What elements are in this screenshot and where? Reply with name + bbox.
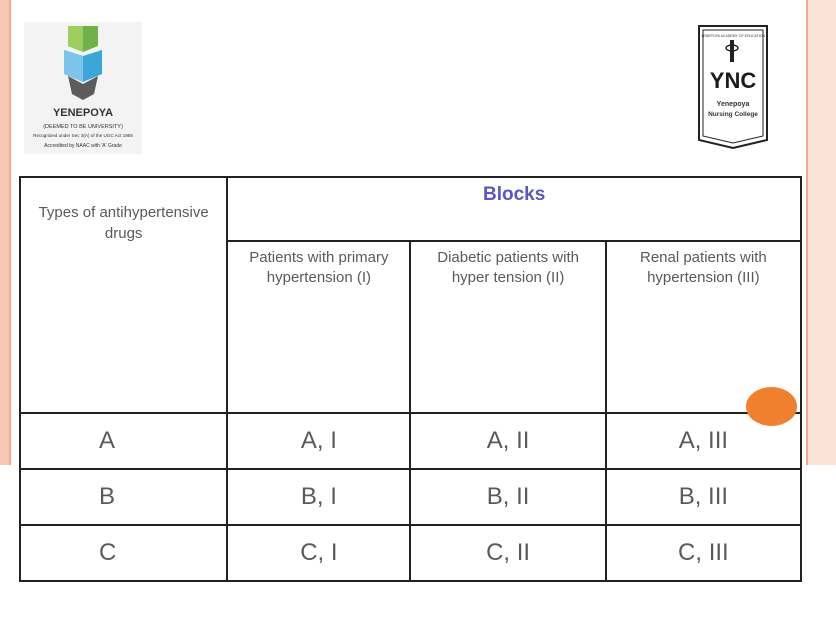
antihypertensive-blocks-table — [19, 176, 802, 582]
row-type-label: A — [20, 413, 227, 469]
table-cell: B, III — [606, 469, 801, 525]
svg-text:Nursing College: Nursing College — [708, 111, 758, 118]
svg-text:YENEPOYA: YENEPOYA — [52, 107, 114, 119]
left-stripe-line — [9, 0, 11, 465]
blocks-header-label: Blocks — [483, 184, 546, 205]
blocks-header-cell — [227, 177, 801, 241]
orange-decorative-circle — [746, 387, 797, 426]
svg-text:Accredited by NAAC with 'A' Gr: Accredited by NAAC with 'A' Grade — [44, 143, 122, 149]
svg-text:Yenepoya: Yenepoya — [716, 101, 750, 108]
table-cell: C, II — [410, 525, 605, 581]
column-header-label: Renal patients with hypertension (III) — [639, 249, 767, 286]
types-header-cell — [20, 177, 227, 413]
table-cell: B, I — [227, 469, 410, 525]
row-type-label: B — [20, 469, 227, 525]
right-decorative-stripe — [806, 0, 836, 465]
column-header-label: Patients with primary hypertension (I) — [249, 249, 389, 286]
table-row — [20, 525, 801, 581]
column-header-primary — [227, 241, 410, 413]
table-cell: A, I — [227, 413, 410, 469]
table-cell: B, II — [410, 469, 605, 525]
table-cell: A, II — [410, 413, 605, 469]
left-decorative-stripe — [0, 0, 9, 465]
table-cell: C, III — [606, 525, 801, 581]
svg-text:YENEPOYA ACADEMY OF EDUCATION: YENEPOYA ACADEMY OF EDUCATION — [701, 34, 765, 38]
table-cell: C, I — [227, 525, 410, 581]
column-header-label: Diabetic patients with hyper tension (II) — [437, 249, 579, 286]
column-header-diabetic — [410, 241, 605, 413]
row-type-label: C — [20, 525, 227, 581]
table-row — [20, 469, 801, 525]
yenepoya-nursing-college-logo — [695, 22, 771, 150]
yenepoya-university-logo — [24, 22, 142, 154]
svg-text:(DEEMED TO BE UNIVERSITY): (DEEMED TO BE UNIVERSITY) — [43, 124, 123, 130]
table-row — [20, 413, 801, 469]
svg-text:Recognized under Sec 3(A) of t: Recognized under Sec 3(A) of the UGC Act 1956 — [33, 133, 133, 138]
svg-text:YNC: YNC — [709, 68, 757, 93]
types-header-label: Types of antihypertensive drugs — [38, 204, 209, 242]
table-cell: A, III — [606, 413, 801, 469]
right-stripe-line — [806, 0, 808, 465]
